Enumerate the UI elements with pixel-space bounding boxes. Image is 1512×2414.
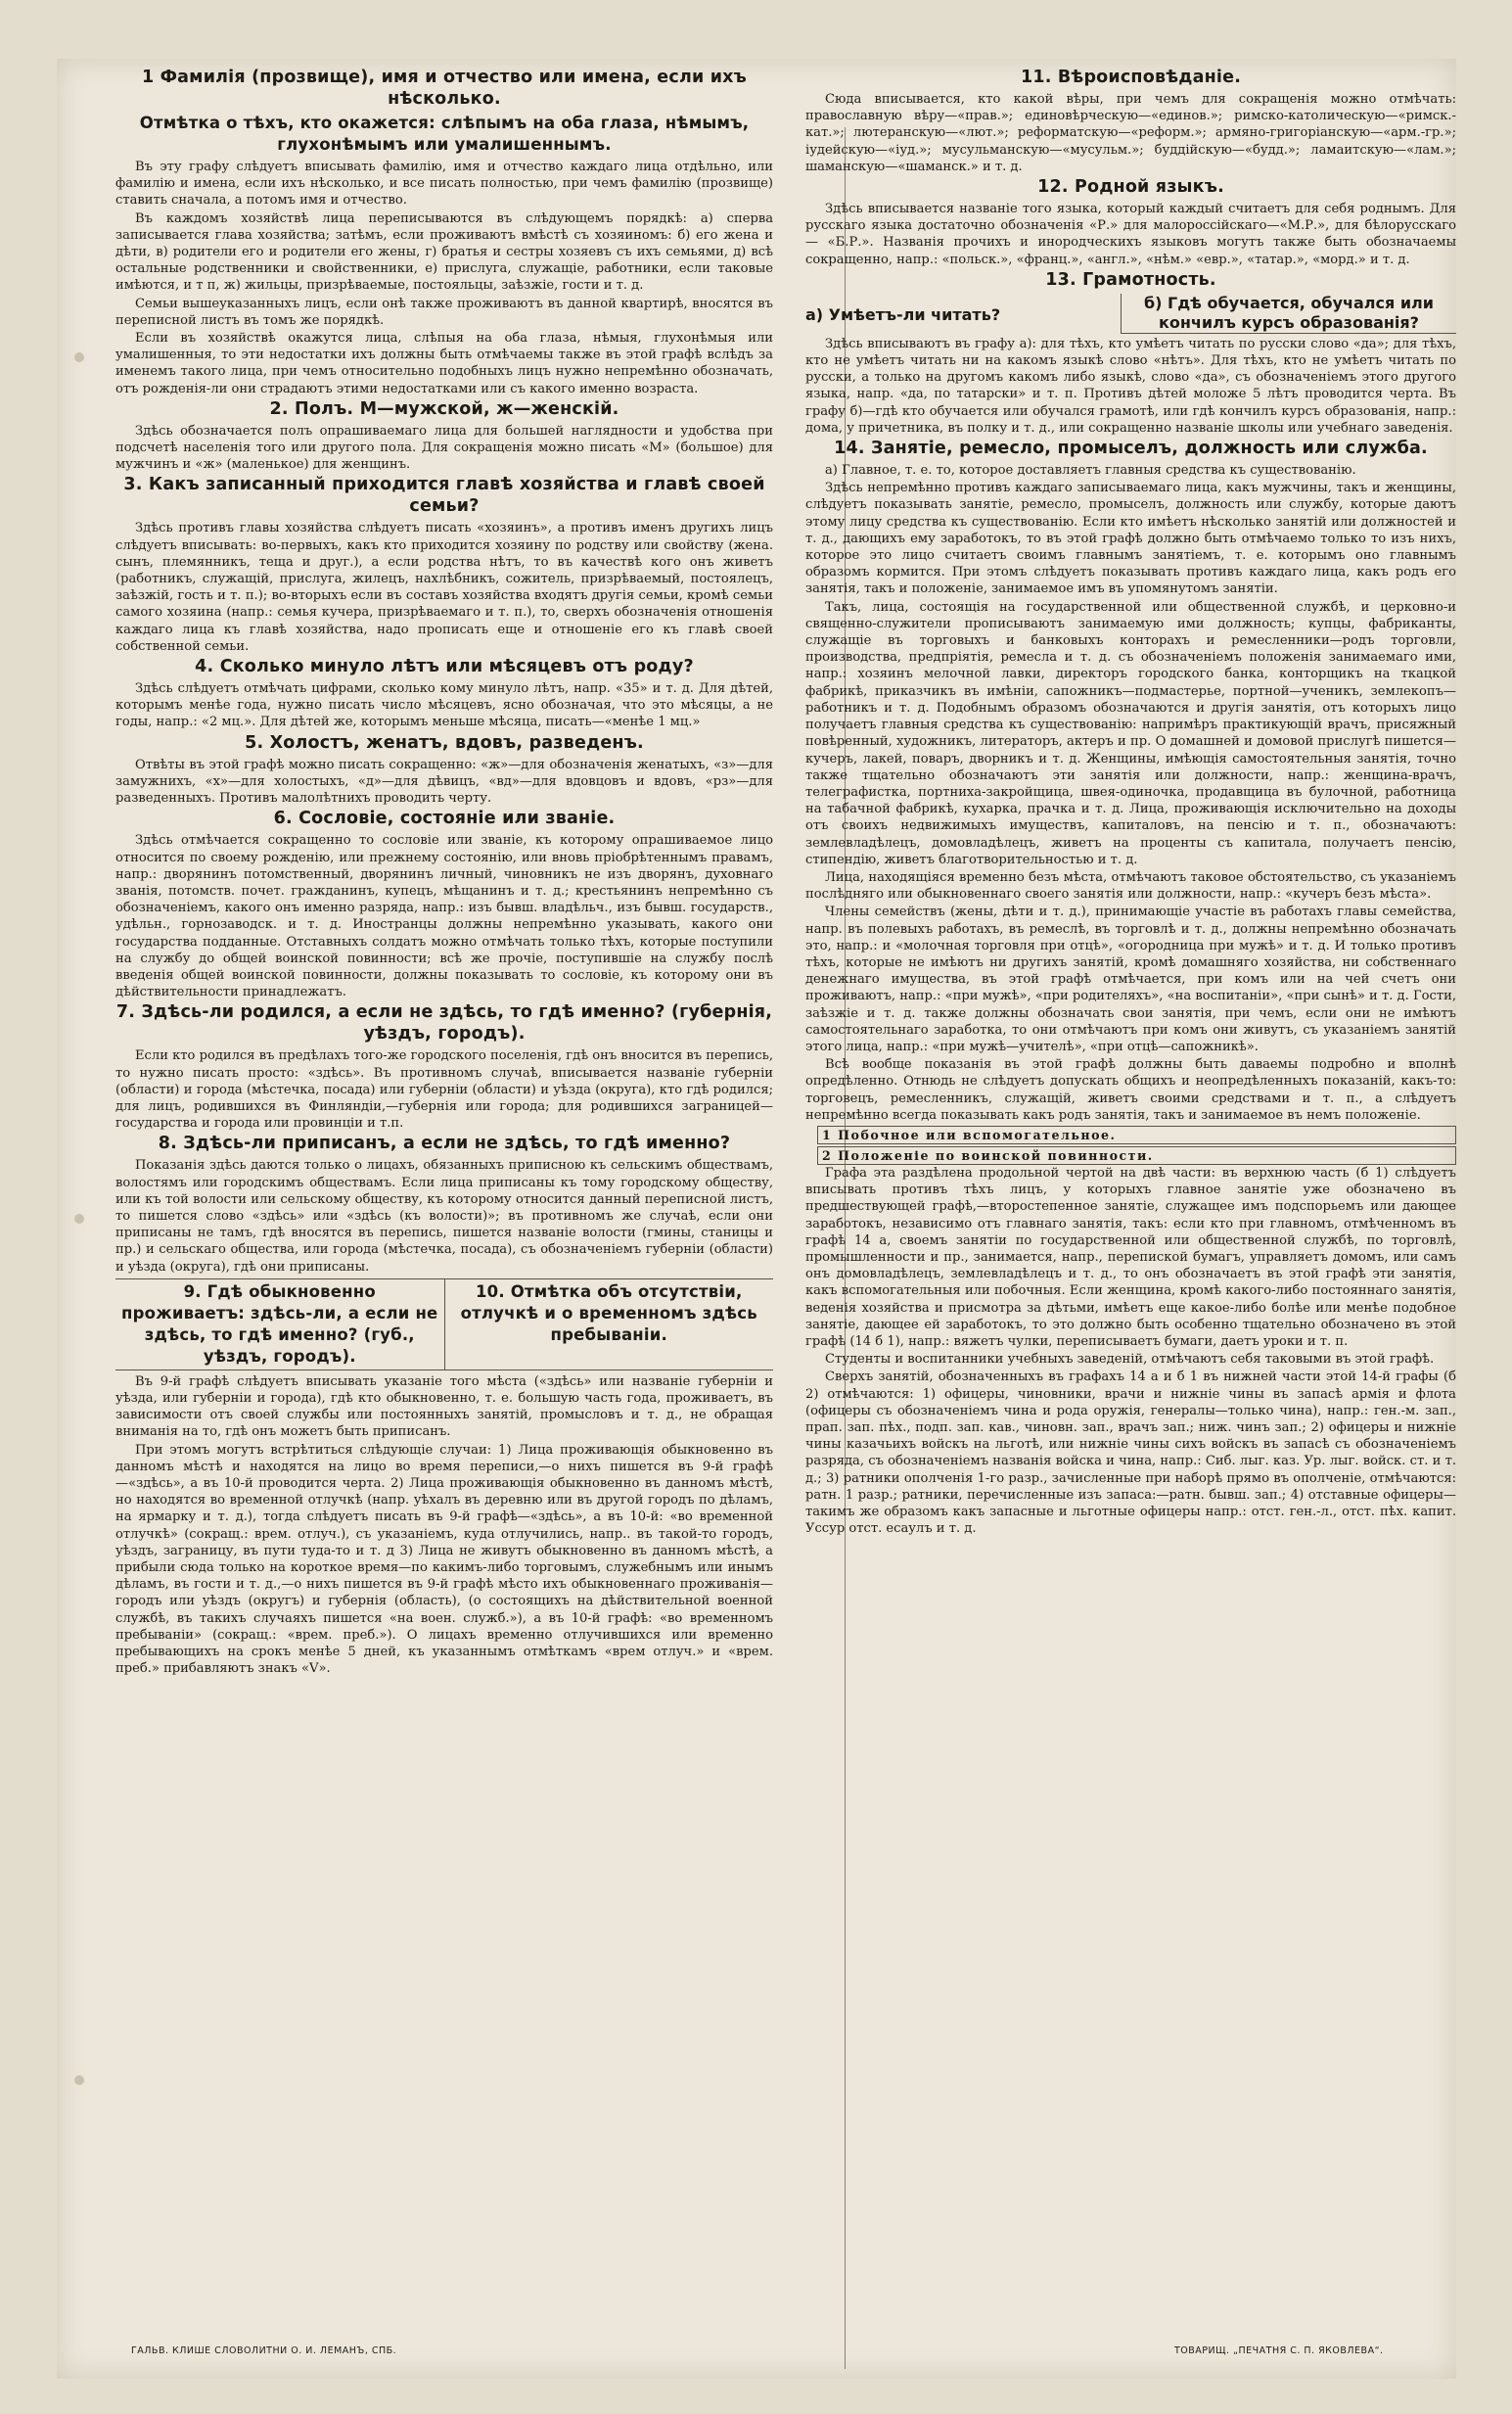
paragraph: Графа эта раздѣлена продольной чертой на двѣ части: въ верхнюю часть (б 1) слѣдуетъ вписывать противъ тѣхъ лицъ, у которыхъ главное занятіе уже обозначено въ предшествующей графѣ,—второстепенное занятіе, служащее имъ подспорьемъ или дающее заработокъ, независимо отъ главнаго занятія, такъ: если кто при главномъ, отмѣченномъ въ графѣ 14 а, своемъ занятіи по государственной или общественной службѣ, по торговлѣ, промышленности и пр., занимается, напр., перепиской бумагъ, управляетъ домомъ, или самъ онъ домовладѣлецъ, землевладѣлецъ и т. д., то онъ обозначаетъ въ этой графѣ эти занятія, какъ вспомогательныя или побочныя. Если женщина, кромѣ какого-либо постояннаго занятія, веденія хозяйства и присмотра за дѣтьми, имѣетъ еще какое-либо болѣе или менѣе подобное занятіе, дающее ей заработокъ, то это должно быть особенно тщательно обозначено въ этой графѣ (14 б 1), напр.: вяжетъ чулки, переписываетъ бумаги, даетъ уроки и т. п. <box>805 1165 1456 1349</box>
section-heading: 11. Вѣроисповѣданіе. <box>1020 68 1242 87</box>
paragraph: Въ каждомъ хозяйствѣ лица переписываются въ слѣдующемъ порядкѣ: а) сперва записывается глава хозяйства; затѣмъ, если проживаютъ вмѣстѣ съ хозяиномъ: б) его жена и дѣти, в) родители его и родители его жены, г) братья и сестры хозяевъ съ ихъ семьями, д) всѣ остальные родственники и свойственники, е) прислуга, служащіе, работники, если таковые имѣются, и т п, ж) жильцы, призрѣваемые, постояльцы, заѣзжіе, гости и т. д. <box>115 210 773 294</box>
literacy-subheading-a: а) Умѣетъ-ли читать? <box>805 304 1001 324</box>
section-heading: 12. Родной языкъ. <box>1037 177 1224 198</box>
paragraph: Здѣсь вписывается названіе того языка, который каждый считаетъ для себя роднымъ. Для русскаго языка достаточно обозначенія «Р.» для малороссійскаго—«М.Р.», для бѣлорусскаго — «Б.Р.». Названія прочихъ и инородческихъ языковъ могутъ также быть обозначаемы сокращенно, напр.: «польск.», «франц.», «англ.», «нѣм.» «евр.», «татар.», «морд.» и т. д. <box>805 202 1456 267</box>
split-heading <box>115 1278 773 1370</box>
literacy-subheading-b: б) Гдѣ обучается, обучался или кончилъ курсъ образованія? <box>1121 294 1456 334</box>
footer-printer-right: ТОВАРИЩ. „ПЕЧАТНЯ С. П. ЯКОВЛЕВА“. <box>1174 2345 1384 2356</box>
split-heading-part: 9. Гдѣ обыкновенно проживаетъ: здѣсь-ли, а если не здѣсь, то гдѣ именно? (губ., уѣздъ, городъ). <box>121 1281 438 1366</box>
section-heading: Отмѣтка о тѣхъ, кто окажется: слѣпымъ на оба глаза, нѣмымъ, глухонѣмымъ или умалишеннымъ. <box>139 114 750 154</box>
left-column <box>115 67 773 1678</box>
paragraph: Члены семействъ (жены, дѣти и т. д.), принимающіе участіе въ работахъ главы семейства, напр. въ полевыхъ работахъ, въ ремеслѣ, въ торговлѣ и т. д., должны непремѣнно обозначать это, напр.: и «молочная торговля при отцѣ», «огородница при мужѣ» и т. д. И только противъ тѣхъ, которые не имѣютъ ни другихъ занятій, кромѣ домашняго хозяйства, ни собственнаго денежнаго имущества, въ этой графѣ отмѣчается, при комъ или на чей счетъ они проживаютъ, напр.: «при мужѣ», «при родителяхъ», «на воспитаніи», «при сынѣ» и т. д. Гости, заѣзжіе и т. д. также должны обозначать свои занятія, при чемъ, если они не имѣютъ самостоятельнаго заработка, то они отмѣчаютъ при комъ они живутъ, съ указаніемъ занятій этого лица, напр.: «при мужѣ—учителѣ», «при отцѣ—сапожникѣ». <box>805 905 1456 1054</box>
section-heading: 2. Полъ. М—мужской, ж—женскій. <box>269 398 619 419</box>
section-heading: 4. Сколько минуло лѣтъ или мѣсяцевъ отъ роду? <box>195 657 694 677</box>
literacy-subheadings <box>805 294 1456 334</box>
section-heading: 1 Фамилія (прозвище), имя и отчество или имена, если ихъ нѣсколько. <box>141 68 748 109</box>
section-heading: 14. Занятіе, ремесло, промыселъ, должность или служба. <box>834 439 1428 459</box>
paragraph: Студенты и воспитанники учебныхъ заведеній, отмѣчаютъ себя таковыми въ этой графѣ. <box>825 1352 1435 1368</box>
section-heading: 6. Сословіе, состояніе или званіе. <box>273 809 616 829</box>
paragraph: Показанія здѣсь даются только о лицахъ, обязанныхъ приписною къ сельскимъ обществамъ, волостямъ или городскимъ обществамъ. Если лица приписаны къ тому городскому обществу, или къ той волости или сельскому обществу, къ которому относится данный переписной листъ, то пишется слово «здѣсь» или «здѣсь (къ волости)»; въ противномъ же случаѣ, если они приписаны не тамъ, гдѣ вносятся въ перепись, пишется названіе волости (гмины, станицы и пр.) и сельскаго общества, или города (мѣстечка, посада), съ обозначеніемъ губерніи (области) и уѣзда (округа), гдѣ они приписаны. <box>115 1158 773 1275</box>
section-heading: 13. Грамотность. <box>1045 269 1216 290</box>
right-column <box>805 67 1456 1538</box>
section-heading: 5. Холостъ, женатъ, вдовъ, разведенъ. <box>245 732 644 753</box>
section-heading: 7. Здѣсь-ли родился, а если не здѣсь, то гдѣ именно? (губернія, уѣздъ, городъ). <box>115 1002 773 1045</box>
paragraph: Здѣсь обозначается полъ опрашиваемаго лица для большей наглядности и удобства при подсчетѣ населенія того или другого пола. Для сокращенія можно писать «М» (большое) для мужчинъ и «ж» (маленькое) для женщинъ. <box>115 423 773 473</box>
paragraph: При этомъ могутъ встрѣтиться слѣдующіе случаи: 1) Лица проживающія обыкновенно въ данномъ мѣстѣ и находятся на лицо во время переписи,—о нихъ пишется въ 9-й графѣ—«здѣсь», а въ 10-й проводится черта. 2) Лица проживающія обыкновенно въ данномъ мѣстѣ, но находятся во временной отлучкѣ (напр. уѣхалъ въ деревню или въ другой городъ по дѣламъ, на ярмарку и т. д.), тогда слѣдуетъ писать въ 9-й графѣ—«здѣсь», а въ 10-й: «во временной отлучкѣ» (сокращ.: врем. отлуч.), съ указаніемъ, куда отлучились, напр.. въ такой-то городъ, уѣздъ, заграницу, въ пути туда-то и т. д 3) Лица не живутъ обыкновенно въ данномъ мѣстѣ, а прибыли сюда только на короткое время—по какимъ-либо торговымъ, служебнымъ или инымъ дѣламъ, въ гости и т. д.,—о нихъ пишется въ 9-й графѣ мѣсто ихъ обыкновеннаго проживанія—городъ или уѣздъ (округъ) и губернія (область), (о состоящихъ на дѣйствительной военной службѣ, въ такихъ случаяхъ пишется «на воен. служб.»), а въ 10-й графѣ: «во временномъ пребываніи» (сокращ.: «врем. преб.»). О лицахъ временно отлучившихся или временно пребывающихъ на срокъ менѣе 5 дней, къ указаннымъ отмѣткамъ «врем отлуч.» и «врем. преб.» прибавляютъ знакъ «V». <box>115 1442 773 1677</box>
paragraph: Такъ, лица, состоящія на государственной или общественной службѣ, и церковно-и священно-служители прописываютъ занимаемую ими должность; купцы, фабриканты, служащіе въ торговыхъ и банковыхъ конторахъ и ремесленники—родъ торговли, производства, предпріятія, ремесла и т. д. съ обозначеніемъ положенія занимаемаго ими, напр.: хозяинъ мелочной лавки, директоръ городского банка, конторщикъ на ткацкой фабрикѣ, приказчикъ въ имѣніи, сапожникъ—подмастерье, портной—ученикъ, землекопъ—работникъ и т. д. Подобнымъ образомъ обозначаются и другія занятія, отъ которыхъ лицо получаетъ главныя средства къ существованію: напримѣръ практикующій врачъ, присяжный повѣренный, художникъ, литераторъ, актеръ и пр. О домашней и домовой прислугѣ пишется—кучеръ, лакей, поваръ, дворникъ и т. д. Женщины, имѣющія самостоятельныя занятія, точно также тщательно обозначаютъ эти занятія или должности, напр.: женщина-врачъ, телеграфистка, портниха-закройщица, швея-одиночка, продавщица въ булочной, работница на табачной фабрикѣ, кухарка, прачка и т. д. Лица, проживающія исключительно на доходы отъ своихъ недвижимыхъ имуществъ, капиталовъ, на пенсію и т. п., обозначаютъ: землевладѣлецъ, домовладѣлецъ, живетъ на проценты съ капитала, получаетъ пенсію, стипендію, живетъ благотворительностью и т. д. <box>805 599 1456 867</box>
paragraph: Если въ хозяйствѣ окажутся лица, слѣпыя на оба глаза, нѣмыя, глухонѣмыя или умалишенныя, то эти недостатки ихъ должны быть отмѣчаемы также въ этой графѣ вслѣдъ за именемъ такого лица, при чемъ относительно подобныхъ лицъ нужно непремѣнно обозначать, отъ рожденія-ли они страдаютъ этими недостатками или съ какого именно возраста. <box>115 331 773 396</box>
boxed-subheading: 2 Положеніе по воинской повинности. <box>817 1146 1456 1165</box>
paragraph: Сюда вписывается, кто какой вѣры, при чемъ для сокращенія можно отмѣчать: православную вѣру—«прав.»; единовѣрческую—«единов.»; римско-католическую—«римск.-кат.»; лютеранскую—«лют.»; реформатскую—«реформ.»; армяно-григоріанскую—«арм.-гр.»; іудейскую—«іуд.»; мусульманскую—«мусульм.»; буддійскую—«будд.»; ламаитскую—«лам.»; шаманскую—«шаманск.» и т. д. <box>805 92 1456 174</box>
paragraph: Здѣсь непремѣнно противъ каждаго записываемаго лица, какъ мужчины, такъ и женщины, слѣдуетъ показывать занятіе, ремесло, промыселъ, должность или службу, которые даютъ этому лицу средства къ существованію. Если кто имѣетъ нѣсколько занятій или должностей и т. д., дающихъ ему заработокъ, то въ этой графѣ должно быть отмѣчаемо только то изъ нихъ, которое это лицо считаетъ своимъ главнымъ занятіемъ, т. е. которымъ оно главнымъ образомъ кормится. При этомъ слѣдуетъ показывать противъ каждаго лица, какъ родъ его занятія, такъ и положеніе, занимаемое имъ въ упомянутомъ занятіи. <box>805 481 1456 597</box>
paragraph: Лица, находящіяся временно безъ мѣста, отмѣчаютъ таковое обстоятельство, съ указаніемъ послѣдняго или обыкновеннаго своего занятія или должности, напр.: «кучеръ безъ мѣста». <box>805 869 1456 903</box>
paragraph: Всѣ вообще показанія въ этой графѣ должны быть даваемы подробно и вполнѣ опредѣленно. Отнюдь не слѣдуетъ допускать общихъ и неопредѣленныхъ показаній, какъ-то: торговецъ, ремесленникъ, служащій, живетъ своими средствами и т. п., а слѣдуетъ непремѣнно всегда показывать какъ родъ занятія, такъ и занимаемое въ немъ положеніе. <box>805 1057 1456 1123</box>
paragraph: Семьи вышеуказанныхъ лицъ, если онѣ также проживаютъ въ данной квартирѣ, вносятся въ переписной листъ въ томъ же порядкѣ. <box>115 296 773 328</box>
boxed-subheading: 1 Побочное или вспомогательное. <box>817 1126 1456 1144</box>
paragraph: Если кто родился въ предѣлахъ того-же городского поселенія, гдѣ онъ вносится въ перепись, то нужно писать просто: «здѣсь». Въ противномъ случаѣ, вписывается названіе губерніи (области) и города (мѣстечка, посада) или губерніи (области) и уѣзда (округа), кто гдѣ родился; для лицъ, родившихся въ Финляндіи,—губернія или города; для родившихся заграницей—государства и города или провинціи и т.п. <box>115 1048 773 1132</box>
paragraph: Здѣсь слѣдуетъ отмѣчать цифрами, сколько кому минуло лѣтъ, напр. «35» и т. д. Для дѣтей, которымъ менѣе года, нужно писать число мѣсяцевъ, ясно обозначая, что это мѣсяцы, а не годы, напр.: «2 мц.». Для дѣтей же, которымъ меньше мѣсяца, писать—«менѣе 1 мц.» <box>115 681 773 730</box>
section-heading: 3. Какъ записанный приходится главѣ хозяйства и главѣ своей семьи? <box>123 475 765 517</box>
paragraph: Отвѣты въ этой графѣ можно писать сокращенно: «ж»—для обозначенія женатыхъ, «з»—для замужнихъ, «х»—для холостыхъ, «д»—для дѣвицъ, «вд»—для вдовцовъ и вдовъ, «рз»—для разведенныхъ. Противъ малолѣтнихъ проводить черту. <box>115 757 773 807</box>
paragraph: а) Главное, т. е. то, которое доставляетъ главныя средства къ существованію. <box>825 463 1356 479</box>
paragraph: Сверхъ занятій, обозначенныхъ въ графахъ 14 а и б 1 въ нижней части этой 14-й графы (б 2) отмѣчаются: 1) офицеры, чиновники, врачи и нижніе чины въ запасѣ армія и флота (офицеры съ обозначеніемъ чина и рода оружія, генералы—только чина), напр.: ген.-м. зап., прап. зап. пѣх., подп. зап. кав., чиновн. зап., врачъ зап.; ниж. чинъ зап.; 2) офицеры и нижніе чины казачьихъ войскъ на льготѣ, или нижніе чины сихъ войскъ въ запасѣ съ обозначеніемъ разряда, съ обозначеніемъ названія войска и чина, напр.: Сиб. лыг. каз. Ур. лыг. войск. ст. и т. д.; 3) ратники ополченія 1-го разр., зачисленные при наборѣ прямо въ ополченіе, отмѣчаются: ратн. 1 разр.; ратники, перечисленные изъ запаса:—ратн. бывш. зап.; 4) отставные офицеры—такимъ же образомъ какъ запасные и льготные офицеры напр.: отст. ген.-л., отст. пѣх. капит. Уссур отст. есаулъ и т. д. <box>805 1369 1456 1537</box>
paragraph: Здѣсь вписываютъ въ графу а): для тѣхъ, кто умѣетъ читать по русски слово «да»; для тѣхъ, кто не умѣетъ читать ни на какомъ языкѣ слово «нѣтъ». Для тѣхъ, кто не умѣетъ читать по русски, а только на другомъ какомъ либо языкѣ, слово «да», съ обозначеніемъ этого другого языка, напр. «да, по татарски» и т. п. Противъ дѣтей моложе 5 лѣтъ проводится черта. Въ графу б)—гдѣ кто обучается или обучался грамотѣ, или гдѣ кончилъ курсъ образованія, напр.: дома, у причетника, въ полку и т. д., или сокращенно названіе школы или учебнаго заведенія. <box>805 336 1456 436</box>
section-heading: 8. Здѣсь-ли приписанъ, а если не здѣсь, то гдѣ именно? <box>158 1134 731 1154</box>
footer-printer-left: ГАЛЬВ. КЛИШЕ СЛОВОЛИТНИ О. И. ЛЕМАНЪ, СПБ. <box>131 2345 397 2356</box>
paragraph: Здѣсь противъ главы хозяйства слѣдуетъ писать «хозяинъ», а противъ именъ другихъ лицъ слѣдуетъ вписывать: во-первыхъ, какъ кто приходится хозяину по родству или свойству (жена. сынъ, племянникъ, теща и друг.), а если родства нѣтъ, то въ качествѣ кого онъ живетъ (работникъ, служащій, прислуга, жилецъ, нахлѣбникъ, сожитель, призрѣваемый, постоялецъ, заѣзжій, гость и т. п.); во-вторыхъ если въ составъ хозяйства входятъ другія семьи, кромѣ семьи самого хозяина (напр.: семья кучера, призрѣваемаго и т. п.), то, сверхъ обозначенія отношенія каждаго лица къ главѣ хозяйства, надо прописать еще и отношеніе его къ главѣ своей собственной семьи. <box>115 521 773 654</box>
paragraph: Здѣсь отмѣчается сокращенно то сословіе или званіе, къ которому опрашиваемое лицо относится по своему рожденію, или прежнему состоянію, или вновь пріобрѣтеннымъ правамъ, напр.: дворянинъ потомственный, дворянинъ личный, чиновникъ не изъ дворянъ, духовнаго званія, потомств. почет. гражданинъ, купецъ, мѣщанинъ и т. д.; крестьянинъ непремѣнно съ обозначеніемъ, какого онъ именно разряда, напр.: изъ бывш. владѣльч., изъ бывш. государств., удѣльн., горнозаводск. и т. д. Иностранцы должны непремѣнно указывать, какого они государства подданные. Отставныхъ солдатъ можно отмѣчать только тѣхъ, которые поступили на службу до общей воинской повинности; всѣ же прочіе, поступившіе на службу послѣ введенія общей воинской повинности, должны показывать то сословіе, къ которому они въ дѣйствительности принадлежатъ. <box>115 833 773 1000</box>
split-heading-part: 10. Отмѣтка объ отсутствіи, отлучкѣ и о временномъ здѣсь пребываніи. <box>460 1281 757 1344</box>
paragraph: Въ 9-й графѣ слѣдуетъ вписывать указаніе того мѣста («здѣсь» или названіе губерніи и уѣзда, или губерніи и города), гдѣ кто обыкновенно, т. е. большую часть года, проживаетъ, въ зависимости отъ своей службы или постоянныхъ занятій, промысловъ и т. д., не обращая вниманія на то, гдѣ онъ можетъ быть приписанъ. <box>115 1373 773 1440</box>
paragraph: Въ эту графу слѣдуетъ вписывать фамилію, имя и отчество каждаго лица отдѣльно, или фамилію и имена, если ихъ нѣсколько, и все писать полностью, при чемъ фамилію (прозвище) ставить сначала, а потомъ имя и отчество. <box>115 160 773 209</box>
